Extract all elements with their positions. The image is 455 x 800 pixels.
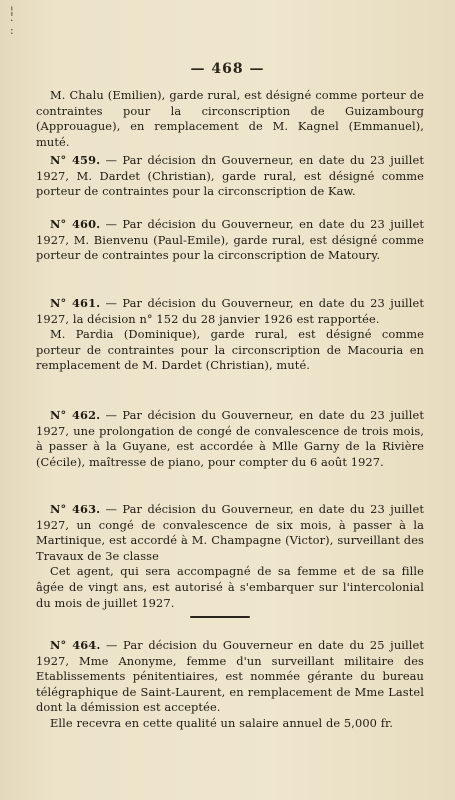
entry-461 [36,296,424,374]
entry-paragraph: M. Pardia (Dominique), garde rural, est désigné comme porteur de contraintes pour la circonscription de Macouria en remplacement de M. Dardet (Christian), muté. [36,327,424,373]
entry-text: — Par décision du Gouverneur, en date du 23 juillet 1927, la décision n° 152 du 28 janvier 1926 est rapportée. [36,296,425,326]
entry-text: — Par décision du Gouverneur, en date du 23 juillet 1927, M. Bienvenu (Paul-Emile), garde rural, est désigné comme porteur de contraintes pour la circonscription de Matoury. [36,217,425,263]
entry-number: N° 462. [50,408,101,422]
entry-paragraph [36,502,424,564]
entry-number: N° 463. [50,502,101,516]
entry-paragraph: Elle recevra en cette qualité un salaire annuel de 5,000 fr. [50,715,394,730]
entry-460 [36,217,424,264]
entry-number: N° 464. [50,638,101,652]
entry-462 [36,408,424,470]
entry-459 [36,153,424,200]
page-number: — 468 — [190,61,265,77]
entry-463 [36,502,424,611]
entry-text: — Par décision dn Gouverneur, en date du 23 juillet 1927, M. Dardet (Christian), garde rural, est désigné comme porteur de contraintes pour la circonscription de Kaw. [36,153,425,199]
entry-paragraph [36,217,424,264]
entry-continuation [36,88,424,150]
entry-464 [36,638,424,732]
entry-number: N° 461. [50,296,101,310]
entry-paragraph [36,153,424,200]
entry-number: N° 460. [50,217,101,231]
section-divider [190,616,250,618]
entry-paragraph [36,296,424,327]
entry-text: — Par décision du Gouverneur, en date du 23 juillet 1927, une prolongation de congé de convalescence de trois mois, à passer à la Guyane, est accordée à Mlle Garny de la Rivière (Cécile), maîtresse de piano, pour compter du 6 août 1927. [36,408,425,469]
entry-paragraph [36,408,424,470]
entry-text: — Par décision du Gouverneur en date du 25 juillet 1927, Mme Anonyme, femme d'un surveillant militaire des Etablissements pénitentiaires, est nommée gérante du bureau télégraphique de Saint-Laurent, en remplacement de Mme Lastel dont la démission est acceptée. [36,638,424,715]
entry-text: — Par décision du Gouverneur, en date du 23 juillet 1927, un congé de convalescence de six mois, à passer à la Martinique, est accordé à M. Champagne (Victor), surveillant des Travaux de 3e classe [36,502,425,563]
entry-paragraph: M. Chalu (Emilien), garde rural, est désigné comme porteur de contraintes pour la circonscription de Guizambourg (Approuague), en remplacement de M. Kagnel (Emmanuel), muté. [36,88,424,149]
entry-paragraph [36,638,424,716]
entry-paragraph: Cet agent, qui sera accompagné de sa femme et de sa fille âgée de vingt ans, est autorisé à s'embarquer sur l'intercolonial du mois de juillet 1927. [36,564,424,610]
margin-mark: ¦ · : [10,4,14,37]
entry-number: N° 459. [50,153,101,167]
